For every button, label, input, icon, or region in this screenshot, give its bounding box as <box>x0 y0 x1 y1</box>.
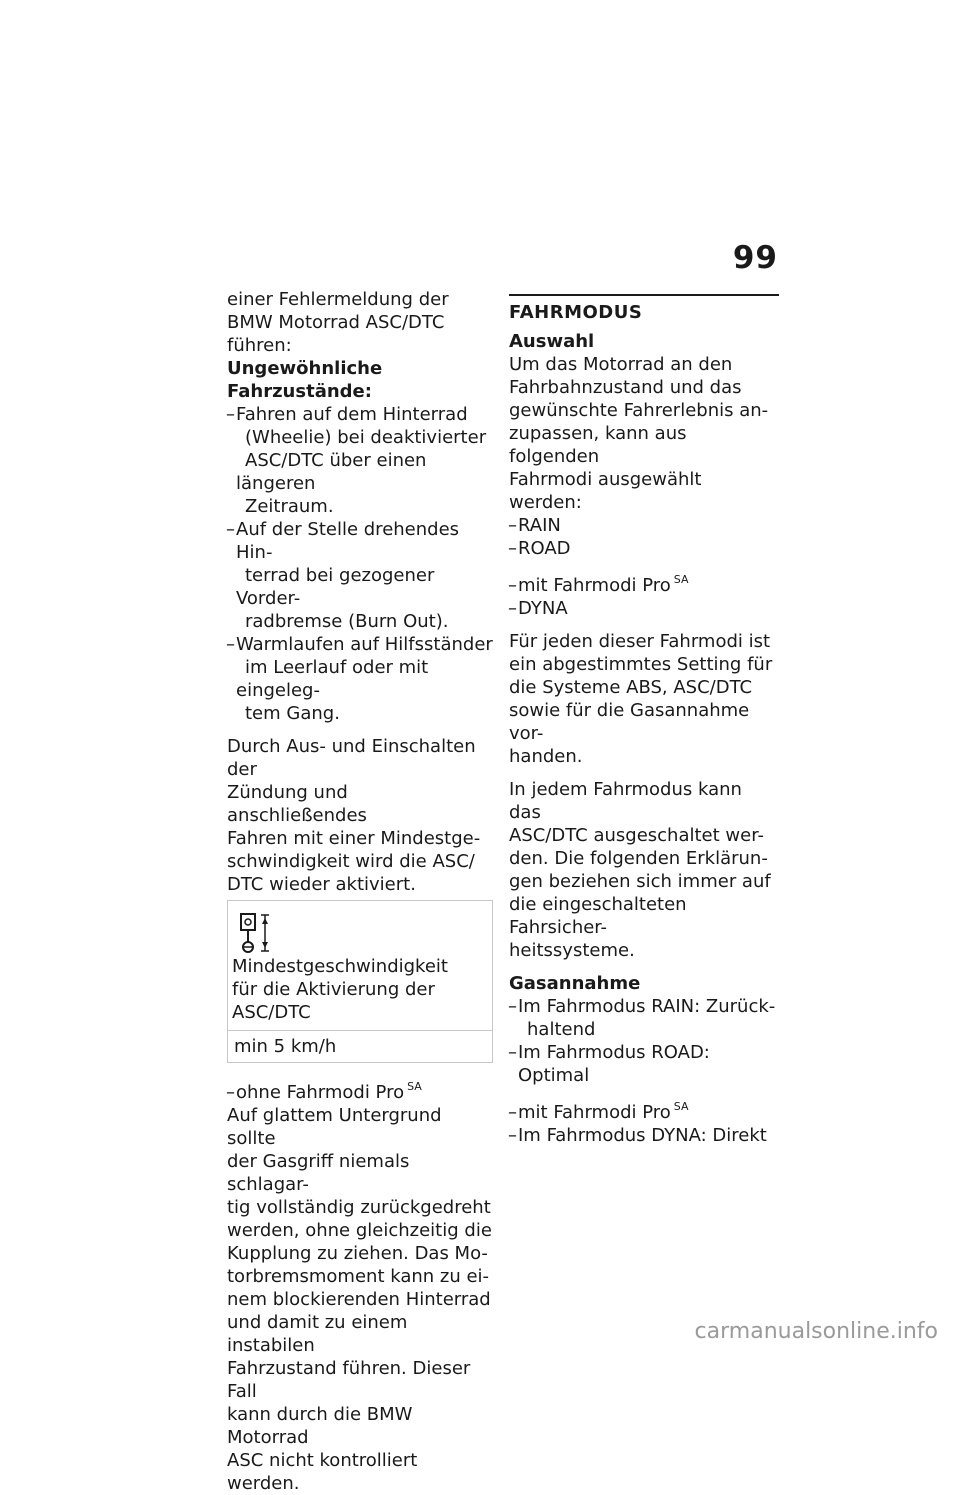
paragraph-line: Um das Motorrad an den <box>509 354 733 375</box>
sa-option-line <box>227 1081 493 1104</box>
paragraph-line: Durch Aus- und Einschalten der <box>227 736 476 780</box>
disable-paragraph <box>509 778 779 962</box>
list-item-line: terrad bei gezogener Vorder- <box>236 565 435 609</box>
list-item <box>227 633 493 725</box>
paragraph-line: tig vollständig zurückgedreht <box>227 1197 491 1218</box>
list-item-line: Im Fahrmodus RAIN: Zurück- <box>518 996 776 1017</box>
paragraph-line: ASC nicht kontrolliert werden. <box>227 1450 418 1494</box>
paragraph-line: Fahrmodi ausgewählt werden: <box>509 469 702 513</box>
list-item-line: Im Fahrmodus DYNA: Direkt <box>518 1125 767 1146</box>
mode-label: ROAD <box>518 538 571 559</box>
dash-icon: – <box>508 996 517 1017</box>
paragraph-line: In jedem Fahrmodus kann das <box>509 779 742 823</box>
sa-option-line <box>509 574 779 597</box>
selection-heading: Auswahl <box>509 331 595 352</box>
list-item-line: (Wheelie) bei deaktivierter <box>245 427 487 448</box>
dash-icon: – <box>508 538 517 559</box>
paragraph-line: kann durch die BMW Motorrad <box>227 1404 413 1448</box>
list-item-line: tem Gang. <box>245 703 340 724</box>
setting-paragraph <box>509 630 779 768</box>
dash-icon: – <box>226 519 235 540</box>
min-speed-box-header <box>228 901 492 1030</box>
warning-paragraph <box>227 1104 493 1495</box>
paragraph-line: ASC/DTC ausgeschaltet wer- <box>509 825 764 846</box>
list-item-line: Im Fahrmodus ROAD: Optimal <box>518 1042 710 1086</box>
dash-icon: – <box>226 404 235 425</box>
dash-icon: – <box>508 1042 517 1063</box>
without-pro-label: ohne Fahrmodi Pro <box>236 1082 405 1103</box>
paragraph-line: den. Die folgenden Erklärun- <box>509 848 768 869</box>
mode-label: RAIN <box>518 515 561 536</box>
sa-option-line <box>509 1101 779 1124</box>
page-number: 99 <box>732 240 778 276</box>
paragraph-line: werden, ohne gleichzeitig die <box>227 1220 492 1241</box>
list-item-line: ASC/DTC über einen längeren <box>236 450 427 494</box>
paragraph-line: Fahrzustand führen. Dieser Fall <box>227 1358 471 1402</box>
paragraph-line: torbremsmoment kann zu ei- <box>227 1266 490 1287</box>
list-item-line: Warmlaufen auf Hilfsständer <box>236 634 493 655</box>
list-item-line: im Leerlauf oder mit eingeleg- <box>236 657 429 701</box>
intro-paragraph <box>227 288 493 357</box>
watermark[interactable]: carmanualsonline.info <box>694 1319 938 1344</box>
intro-line: BMW Motorrad ASC/DTC <box>227 312 445 333</box>
intro-line: einer Fehlermeldung der <box>227 289 449 310</box>
dash-icon: – <box>508 575 517 596</box>
dash-icon: – <box>508 1102 517 1123</box>
paragraph-line: sowie für die Gasannahme vor- <box>509 700 750 744</box>
box-title-line: Mindestgeschwindigkeit <box>232 956 448 977</box>
selection-paragraph <box>509 353 779 514</box>
paragraph-line: und damit zu einem instabilen <box>227 1312 408 1356</box>
dash-icon: – <box>226 1082 235 1103</box>
paragraph-line: die Systeme ABS, ASC/DTC <box>509 677 753 698</box>
paragraph-line: Zündung und anschließendes <box>227 782 367 826</box>
paragraph-line: heitssysteme. <box>509 940 635 961</box>
list-item <box>509 514 779 537</box>
paragraph-line: ein abgestimmtes Setting für <box>509 654 773 675</box>
list-item <box>509 537 779 560</box>
dash-icon: – <box>508 1125 517 1146</box>
list-item-line: Fahren auf dem Hinterrad <box>236 404 468 425</box>
section-title: FAHRMODUS <box>509 302 643 323</box>
paragraph-line: handen. <box>509 746 583 767</box>
intro-line: führen: <box>227 335 292 356</box>
reactivation-paragraph <box>227 735 493 896</box>
box-title-line: ASC/DTC <box>232 1002 311 1023</box>
box-title-line: für die Aktivierung der <box>232 979 435 1000</box>
with-pro-label: mit Fahrmodi Pro <box>518 575 671 596</box>
dash-icon: – <box>508 598 517 619</box>
paragraph-line: der Gasgriff niemals schlagar- <box>227 1151 410 1195</box>
list-item <box>509 995 779 1041</box>
left-column <box>227 288 493 1495</box>
list-item <box>509 1041 779 1087</box>
list-item-line: radbremse (Burn Out). <box>245 611 449 632</box>
paragraph-line: Auf glattem Untergrund sollte <box>227 1105 442 1149</box>
sa-label: SA <box>673 573 689 586</box>
dash-icon: – <box>226 634 235 655</box>
section-rule <box>509 294 779 296</box>
list-item-line: Zeitraum. <box>245 496 334 517</box>
paragraph-line: nem blockierenden Hinterrad <box>227 1289 491 1310</box>
paragraph-line: gen beziehen sich immer auf <box>509 871 771 892</box>
paragraph-line: schwindigkeit wird die ASC/ <box>227 851 475 872</box>
dash-icon: – <box>508 515 517 536</box>
paragraph-line: DTC wieder aktiviert. <box>227 874 416 895</box>
measure-gauge-icon <box>238 911 272 955</box>
sa-label: SA <box>673 1100 689 1113</box>
paragraph-line: Fahren mit einer Mindestge- <box>227 828 481 849</box>
paragraph-line: Kupplung zu ziehen. Das Mo- <box>227 1243 488 1264</box>
right-column <box>509 294 779 1147</box>
min-speed-value: min 5 km/h <box>228 1030 492 1062</box>
paragraph-line: zupassen, kann aus folgenden <box>509 423 687 467</box>
list-item <box>227 518 493 633</box>
paragraph-line: Für jeden dieser Fahrmodi ist <box>509 631 771 652</box>
list-item <box>227 403 493 518</box>
paragraph-line: Fahrbahnzustand und das <box>509 377 742 398</box>
throttle-heading: Gasannahme <box>509 973 641 994</box>
with-pro-label: mit Fahrmodi Pro <box>518 1102 671 1123</box>
sa-label: SA <box>407 1080 422 1093</box>
unusual-heading: Ungewöhnliche Fahrzustände: <box>227 358 383 402</box>
paragraph-line: die eingeschalteten Fahrsicher- <box>509 894 687 938</box>
mode-label: DYNA <box>518 598 568 619</box>
list-item-line: haltend <box>527 1019 596 1040</box>
list-item-line: Auf der Stelle drehendes Hin- <box>236 519 460 563</box>
min-speed-box <box>227 900 493 1063</box>
list-item <box>509 597 779 620</box>
list-item <box>509 1124 779 1147</box>
paragraph-line: gewünschte Fahrerlebnis an- <box>509 400 769 421</box>
